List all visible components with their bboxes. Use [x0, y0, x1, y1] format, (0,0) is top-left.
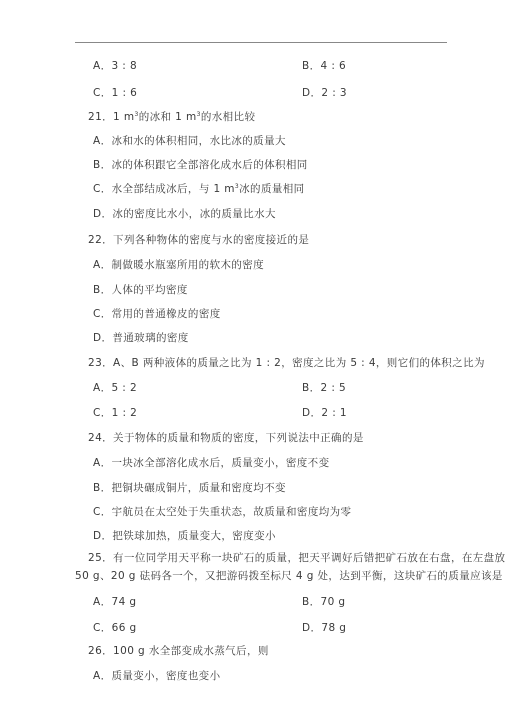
q24-stem: 24．关于物体的质量和物质的密度，下列说法中正确的是 [88, 432, 364, 444]
q21-option-b: B．冰的体积跟它全部溶化成水后的体积相同 [93, 159, 308, 171]
q25-option-d: D．78 g [302, 622, 347, 634]
q25-stem-line1: 25．有一位同学用天平称一块矿石的质量，把天平调好后错把矿石放在右盘，在左盘放 [88, 552, 506, 564]
q24-option-b: B．把铜块碾成铜片，质量和密度均不变 [93, 482, 286, 494]
q20-option-d: D．2 : 3 [302, 87, 347, 99]
q25-option-c: C．66 g [93, 622, 137, 634]
header-rule [75, 42, 447, 43]
q24-option-a: A．一块冰全部溶化成水后，质量变小，密度不变 [93, 457, 330, 469]
q21-option-d: D．冰的密度比水小，冰的质量比水大 [93, 208, 276, 220]
q26-option-a: A．质量变小，密度也变小 [93, 670, 221, 682]
q24-option-d: D．把铁球加热，质量变大，密度变小 [93, 530, 276, 542]
q21-option-a: A．冰和水的体积相同，水比冰的质量大 [93, 135, 286, 147]
q22-option-c: C．常用的普通橡皮的密度 [93, 308, 221, 320]
q25-stem-line2: 50 g、20 g 砝码各一个，又把游码拨至标尺 4 g 处，达到平衡，这块矿石的质量应该是 [75, 570, 503, 582]
q21-option-c: C．水全部结成冰后，与 1 $m^3$冰的质量相同 [93, 183, 305, 195]
q22-option-a: A．制做暖水瓶塞所用的软木的密度 [93, 259, 265, 271]
q20-option-c: C．1 : 6 [93, 87, 138, 99]
q22-option-d: D．普通玻璃的密度 [93, 332, 189, 344]
q21-stem: 21．1 $m^3$的冰和 1 $m^3$的水相比较 [88, 111, 256, 123]
q20-option-a: A．3 : 8 [93, 60, 138, 72]
q25-option-a: A．74 g [93, 596, 137, 608]
q23-option-d: D．2 : 1 [302, 407, 347, 419]
q23-option-a: A．5 : 2 [93, 382, 138, 394]
q23-option-b: B．2 : 5 [302, 382, 347, 394]
q22-stem: 22．下列各种物体的密度与水的密度接近的是 [88, 234, 310, 246]
q20-option-b: B．4 : 6 [302, 60, 347, 72]
q24-option-c: C．宇航员在太空处于失重状态，故质量和密度均为零 [93, 506, 352, 518]
q23-stem: 23．A、B 两种液体的质量之比为 1 : 2，密度之比为 5 : 4，则它们的体积之比为 [88, 357, 485, 369]
q23-option-c: C．1 : 2 [93, 407, 138, 419]
q26-stem: 26．100 g 水全部变成水蒸气后，则 [88, 645, 269, 657]
q25-option-b: B．70 g [302, 596, 346, 608]
q22-option-b: B．人体的平均密度 [93, 284, 188, 296]
